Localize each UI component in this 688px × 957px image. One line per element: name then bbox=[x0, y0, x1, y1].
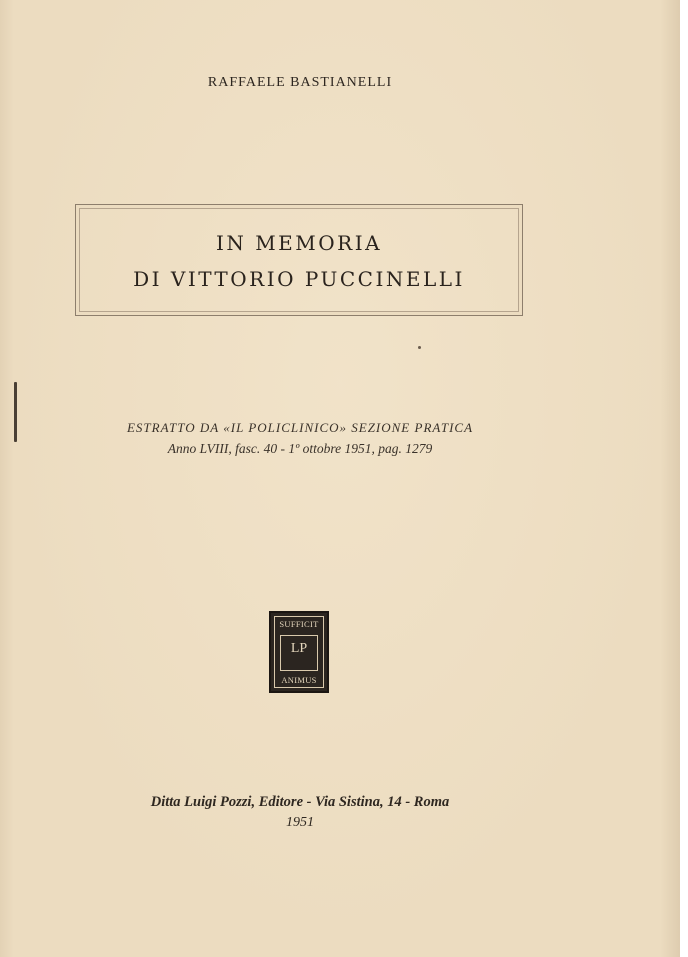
title-line-2: DI VITTORIO PUCCINELLI bbox=[133, 267, 465, 291]
author-name: RAFFAELE BASTIANELLI bbox=[207, 75, 393, 90]
ink-speck bbox=[418, 346, 421, 349]
extract-source: ESTRATTO DA «IL POLICLINICO» SEZIONE PRATICA bbox=[126, 420, 474, 435]
publisher-line: Ditta Luigi Pozzi, Editore - Via Sistina, 14 - Roma bbox=[150, 794, 450, 810]
publisher-logo bbox=[269, 611, 329, 693]
logo-motto-top: SUFFICIT bbox=[279, 619, 319, 629]
logo-border bbox=[274, 616, 324, 688]
logo-motto-bottom: ANIMUS bbox=[281, 675, 317, 685]
publication-year: 1951 bbox=[286, 815, 314, 830]
page-edge-background bbox=[680, 0, 688, 957]
title-line-1: IN MEMORIA bbox=[215, 231, 383, 255]
logo-monogram: LP bbox=[280, 635, 318, 671]
title-frame bbox=[75, 204, 523, 316]
extract-issue: Anno LVIII, fasc. 40 - 1º ottobre 1951, pag. 1279 bbox=[167, 441, 433, 456]
